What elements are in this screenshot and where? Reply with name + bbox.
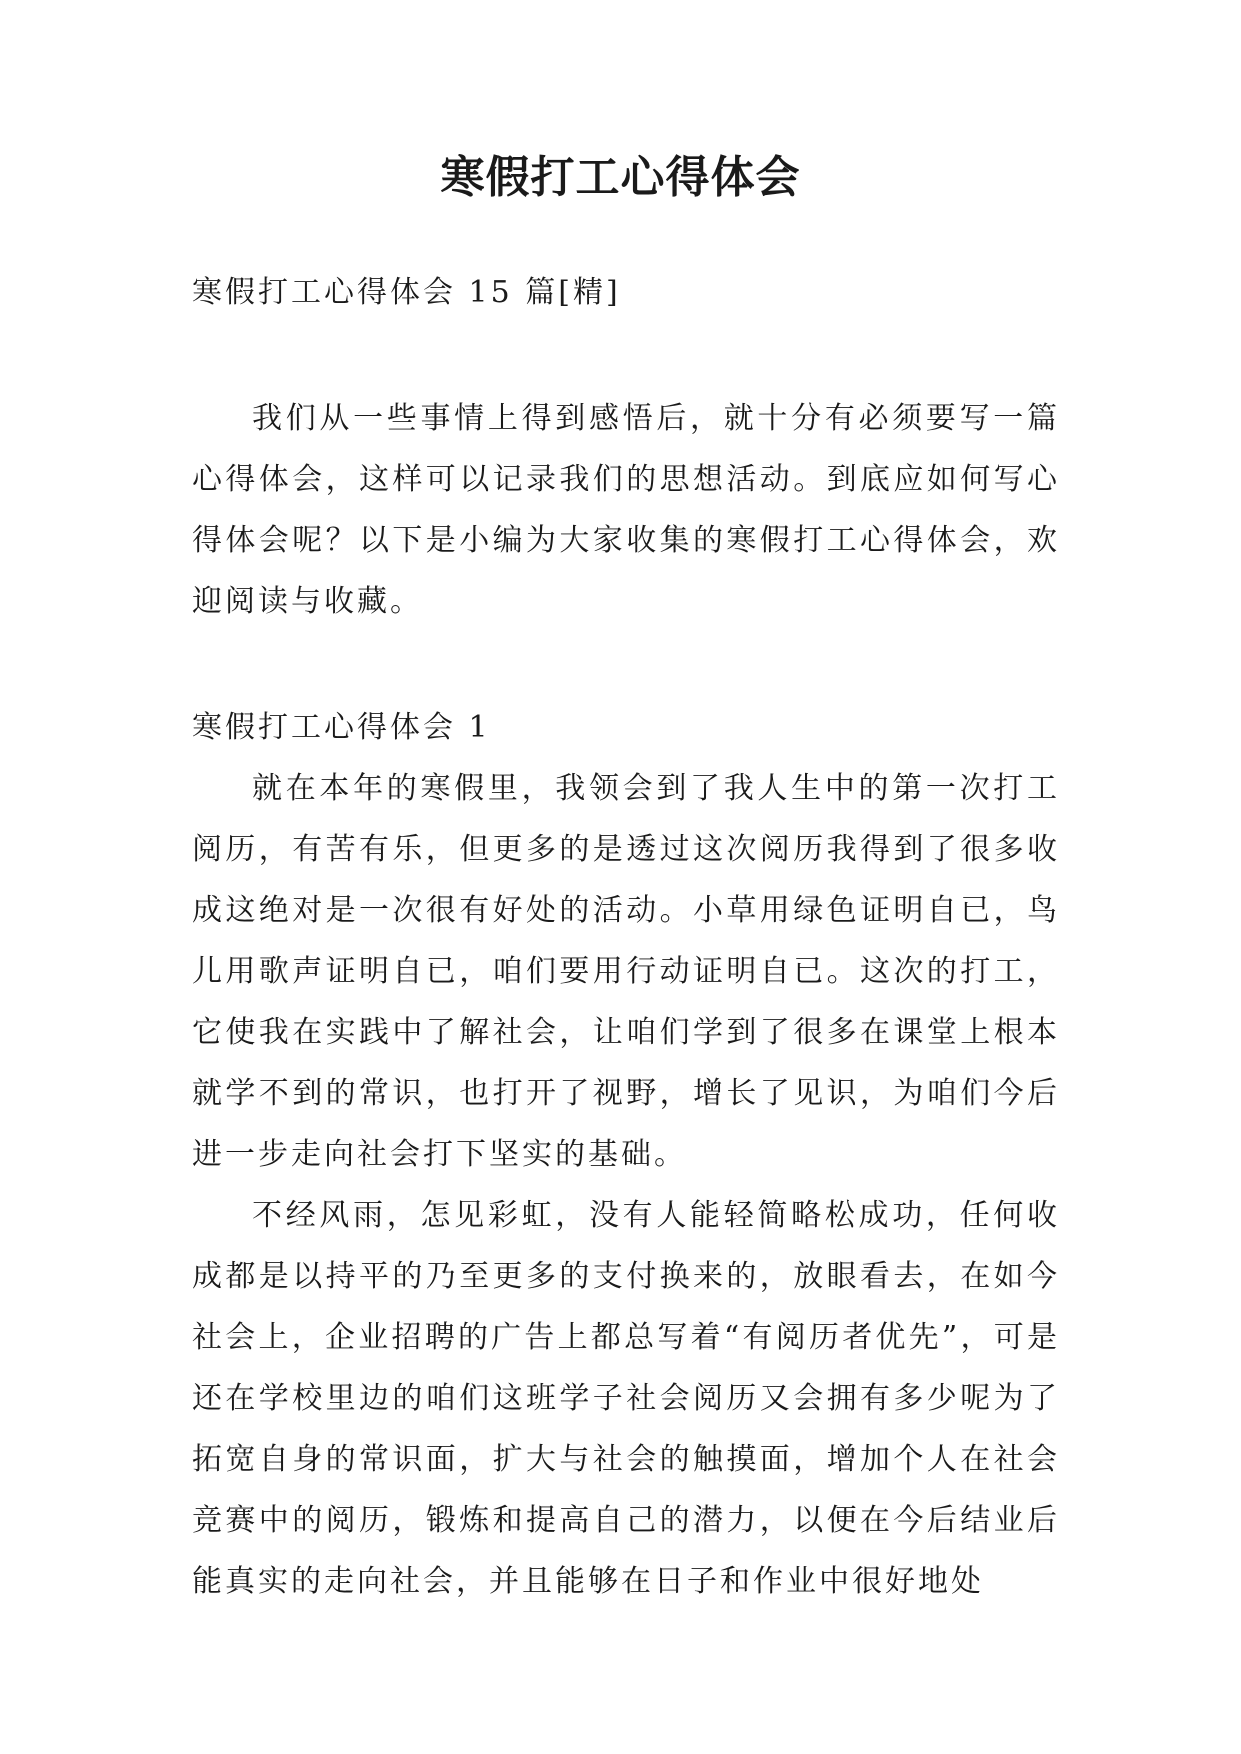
document-title: 寒假打工心得体会: [440, 152, 801, 203]
section-heading: 寒假打工心得体会 1: [192, 710, 491, 745]
document-body: [192, 262, 1060, 1612]
document-subtitle: 寒假打工心得体会 15 篇[精]: [192, 275, 621, 310]
intro-paragraph: 我们从一些事情上得到感悟后，就十分有必须要写一篇心得体会，这样可以记录我们的思想活动。到底应如何写心得体会呢？以下是小编为大家收集的寒假打工心得体会，欢迎阅读与收藏。: [192, 401, 1060, 619]
body-paragraph: 不经风雨，怎见彩虹，没有人能轻简略松成功，任何收成都是以持平的乃至更多的支付换来的，放眼看去，在如今社会上，企业招聘的广告上都总写着“有阅历者优先”，可是还在学校里边的咱们这班学子社会阅历又会拥有多少呢为了拓宽自身的常识面，扩大与社会的触摸面，增加个人在社会竞赛中的阅历，锻炼和提高自己的潜力，以便在今后结业后能真实的走向社会，并且能够在日子和作业中很好地处: [192, 1198, 1060, 1599]
body-paragraph: 就在本年的寒假里，我领会到了我人生中的第一次打工阅历，有苦有乐，但更多的是透过这次阅历我得到了很多收成这绝对是一次很有好处的活动。小草用绿色证明自已，鸟儿用歌声证明自已，咱们要用行动证明自已。这次的打工，它使我在实践中了解社会，让咱们学到了很多在课堂上根本就学不到的常识，也打开了视野，增长了见识，为咱们今后进一步走向社会打下坚实的基础。: [192, 771, 1060, 1172]
